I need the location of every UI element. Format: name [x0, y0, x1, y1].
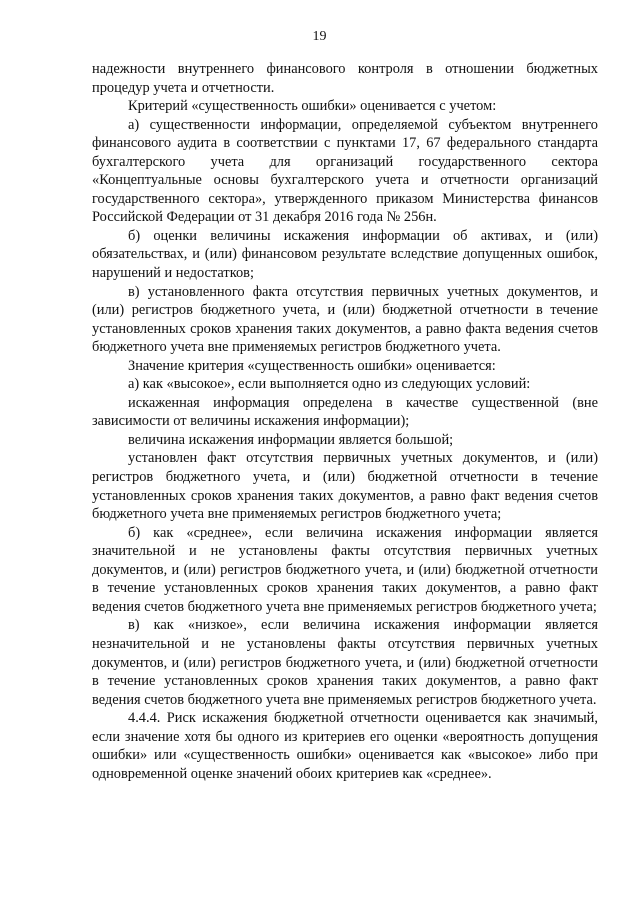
document-body	[92, 60, 598, 783]
paragraph: б) как «среднее», если величина искажения информации является значительной и не установлены факты отсутствия первичных учетных документов, и (или) регистров бюджетного учета, и (или) бюджетной отчетности в течение установленных сроков хранения таких документов, а равно факт ведения счетов бюджетного учета вне применяемых регистров бюджетного учета;	[92, 524, 598, 615]
paragraph: установлен факт отсутствия первичных учетных документов, и (или) регистров бюджетного учета, и (или) бюджетной отчетности в течение установленных сроков хранения таких документов, а равно факт ведения счетов бюджетного учета вне применяемых регистров бюджетного учета;	[92, 450, 598, 523]
paragraph: б) оценки величины искажения информации об активах, и (или) обязательствах, и (или) финансовом результате вследствие допущенных ошибок, нарушений и недостатков;	[92, 227, 598, 282]
paragraph: надежности внутреннего финансового контроля в отношении бюджетных процедур учета и отчетности.	[92, 61, 598, 96]
paragraph: в) установленного факта отсутствия первичных учетных документов, и (или) регистров бюджетного учета, и (или) бюджетной отчетности в течение установленных сроков хранения таких документов, а равно факта ведения счетов бюджетного учета вне применяемых регистров бюджетного учета.	[92, 283, 598, 356]
paragraph: искаженная информация определена в качестве существенной (вне зависимости от величины искажения информации);	[92, 394, 598, 430]
paragraph: величина искажения информации является большой;	[128, 431, 454, 448]
paragraph: Критерий «существенность ошибки» оценивается с учетом:	[128, 98, 497, 115]
paragraph: а) как «высокое», если выполняется одно из следующих условий:	[128, 376, 531, 393]
paragraph: Значение критерия «существенность ошибки» оценивается:	[128, 357, 496, 374]
paragraph: 4.4.4. Риск искажения бюджетной отчетности оценивается как значимый, если значение хотя бы одного из критериев его оценки «вероятность допущения ошибки» или «существенность ошибки» оценивается как «высокое» либо при одновременной оценке значений обоих критериев как «среднее».	[92, 710, 598, 782]
paragraph: в) как «низкое», если величина искажения информации является незначительной и не установлены факты отсутствия первичных учетных документов, и (или) регистров бюджетного учета, и (или) бюджетной отчетности в течение установленных сроков хранения таких документов, а равно факт ведения счетов бюджетного учета вне применяемых регистров бюджетного учета.	[92, 617, 598, 708]
page-number: 19	[312, 29, 327, 44]
paragraph: а) существенности информации, определяемой субъектом внутреннего финансового аудита в соответствии с пунктами 17, 67 федерального стандарта бухгалтерского учета для организаций государственного сектора «Концептуальные основы бухгалтерского учета и отчетности организаций государственного сектора», утвержденного приказом Министерства финансов Российской Федерации от 31 декабря 2016 года № 256н.	[92, 116, 598, 226]
